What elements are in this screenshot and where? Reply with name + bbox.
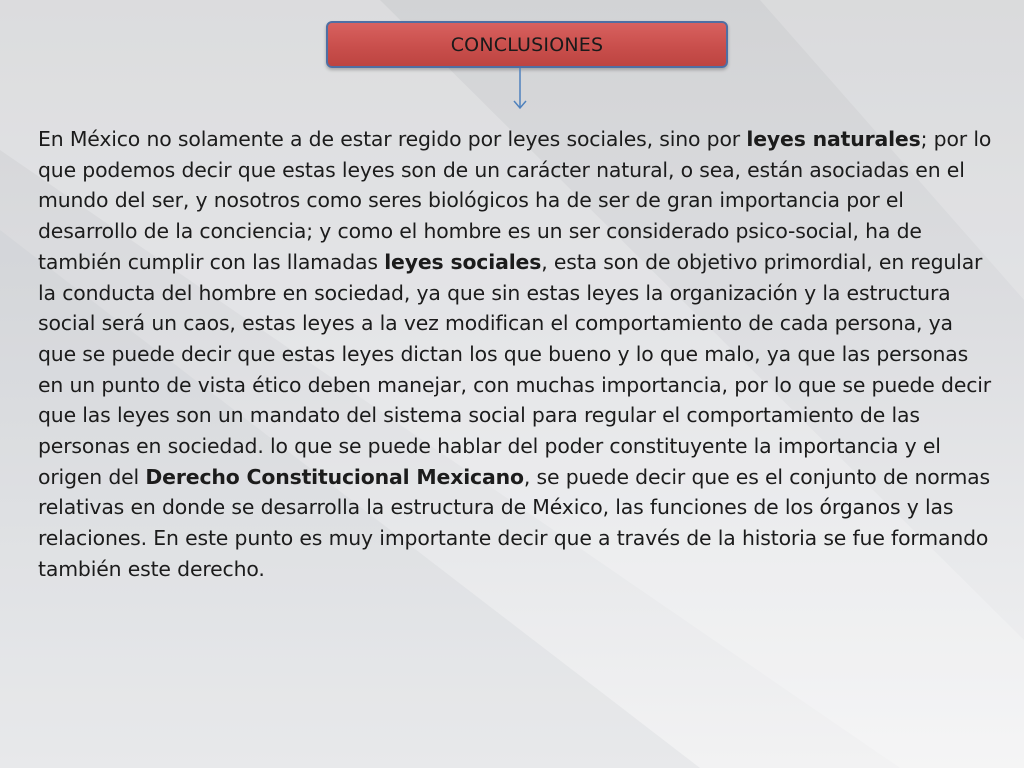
paragraph-segment: , se puede decir que es el conjunto de normas relativas en donde se desarrolla la estructura de México, las funciones de los órganos y las relaciones. En este punto es muy importante decir que a través de la historia se fue formando también este derecho. (38, 464, 990, 581)
bold-term-derecho-constitucional: Derecho Constitucional Mexicano (145, 464, 524, 489)
slide-title: CONCLUSIONES (450, 33, 604, 56)
bold-term-leyes-naturales: leyes naturales (746, 127, 921, 151)
arrow-down-icon (510, 68, 530, 112)
bold-term-leyes-sociales: leyes sociales (384, 249, 542, 274)
paragraph-segment: ; por lo que podemos decir que estas leyes son de un carácter natural, o sea, están asociadas en el mundo del ser, y nosotros como seres biológicos ha de ser de gran importancia por el desarrollo de la conciencia; y como el hombre es un ser considerado psico-social, ha de también cumplir con las llamadas (38, 127, 992, 274)
conclusion-paragraph (38, 124, 993, 585)
title-box (326, 21, 728, 68)
paragraph-segment: En México no solamente a de estar regido por leyes sociales, sino por (38, 127, 747, 151)
paragraph-segment: , esta son de objetivo primordial, en regular la conducta del hombre en sociedad, ya que sin estas leyes la organización y la estructura social será un caos, estas leyes a la vez modifican el comportamiento de cada persona, ya que se puede decir que estas leyes dictan los que bueno y lo que malo, ya que las personas en un punto de vista ético deben manejar, con muchas importancia, por lo que se puede decir que las leyes son un mandato del sistema social para regular el comportamiento de las personas en sociedad. lo que se puede hablar del poder constituyente la importancia y el origen del (38, 249, 992, 489)
